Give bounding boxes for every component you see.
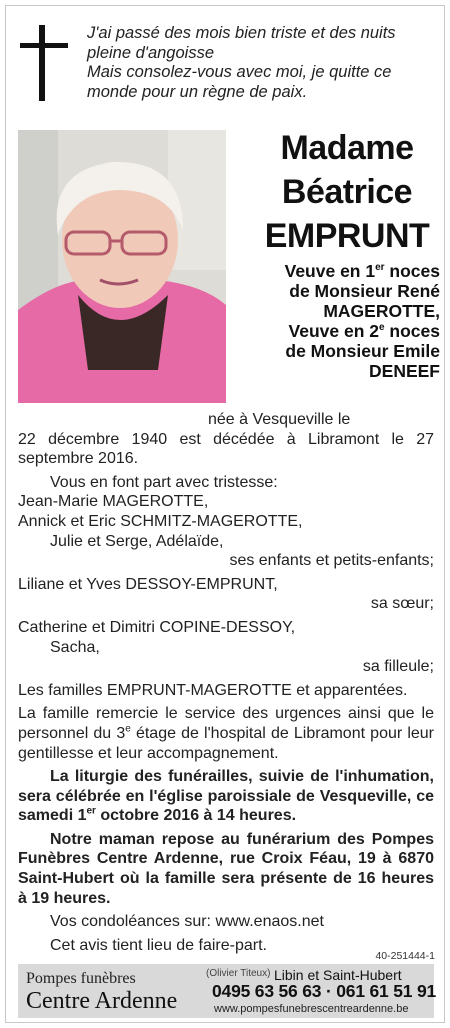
- spouse-line: de Monsieur Emile: [285, 341, 440, 361]
- birth-line: née à Vesqueville le: [208, 411, 351, 428]
- portrait-image: [18, 130, 226, 403]
- portrait-photo: [18, 130, 226, 403]
- family-member: Annick et Eric SCHMITZ-MAGEROTTE,: [18, 512, 303, 530]
- quote-line: Mais consolez-vous avec moi, je quitte ce: [87, 63, 392, 81]
- spouse-line: Veuve en 1er noces: [284, 261, 440, 281]
- contact-person: (Olivier Titeux): [206, 968, 271, 979]
- cross-icon: [20, 25, 68, 101]
- family-member: Jean-Marie MAGEROTTE,: [18, 493, 209, 511]
- family-member: Liliane et Yves DESSOY-EMPRUNT,: [18, 575, 278, 593]
- spouse-line: DENEEF: [369, 361, 440, 381]
- obituary-body: [18, 410, 434, 955]
- website-link[interactable]: www.pompesfunebrescentreardenne.be: [214, 1003, 409, 1015]
- family-relation: sa filleule;: [362, 658, 434, 676]
- family-relation: ses enfants et petits-enfants;: [229, 552, 434, 570]
- locations: Libin et Saint-Hubert: [274, 967, 402, 983]
- name-last: EMPRUNT: [264, 217, 430, 255]
- quote-line: pleine d'angoisse: [87, 43, 214, 62]
- family-member: Julie et Serge, Adélaïde,: [50, 532, 224, 550]
- notice-line: Cet avis tient lieu de faire-part.: [50, 936, 267, 954]
- reference-number: 40-251444-1: [375, 950, 435, 962]
- company-line1: Pompes funèbres: [26, 970, 136, 987]
- thanks-paragraph: La famille remercie le service des urgences ainsi que le personnel du 3e étage de l'hospital de Libramont pour leur gentillesse et leur accompagnement.: [18, 705, 435, 762]
- quote-line: monde pour un règne de paix.: [87, 82, 308, 101]
- phone-numbers: 0495 63 56 63 · 061 61 51 91: [212, 981, 437, 1001]
- memorial-quote: [87, 24, 437, 102]
- funeral-home-footer: [18, 964, 437, 1018]
- announcement: Vous en font part avec tristesse:: [50, 473, 278, 491]
- family-member: Sacha,: [50, 638, 100, 656]
- family-relation: sa sœur;: [370, 595, 434, 613]
- repose-paragraph: Notre maman repose au funérarium des Pompes Funèbres Centre Ardenne, rue Croix Féau, 19 à 6870 Saint-Hubert où la famille sera présente de 16 heures à 19 heures.: [18, 830, 434, 907]
- birth-details: 22 décembre 1940 est décédée à Libramont le 27 septembre 2016.: [18, 430, 434, 468]
- family-member: Catherine et Dimitri COPINE-DESSOY,: [18, 618, 296, 636]
- spouse-info: [254, 261, 440, 381]
- name-title: Madame: [280, 129, 414, 167]
- spouse-line: de Monsieur René: [289, 281, 440, 301]
- funeral-paragraph: La liturgie des funérailles, suivie de l'inhumation, sera célébrée en l'église paroissiale de Vesqueville, ce samedi 1er octobre 2016 à 14 heures.: [18, 768, 434, 825]
- spouse-line: MAGEROTTE,: [323, 301, 440, 321]
- name-first: Béatrice: [281, 173, 413, 211]
- spouse-line: Veuve en 2e noces: [288, 321, 440, 341]
- quote-line: J'ai passé des mois bien triste et des nuits: [87, 24, 396, 42]
- condolences-line: Vos condoléances sur: www.enaos.net: [50, 913, 324, 931]
- company-line2: Centre Ardenne: [26, 988, 178, 1014]
- deceased-name: [254, 126, 440, 258]
- family-member: Les familles EMPRUNT-MAGEROTTE et apparentées.: [18, 681, 408, 699]
